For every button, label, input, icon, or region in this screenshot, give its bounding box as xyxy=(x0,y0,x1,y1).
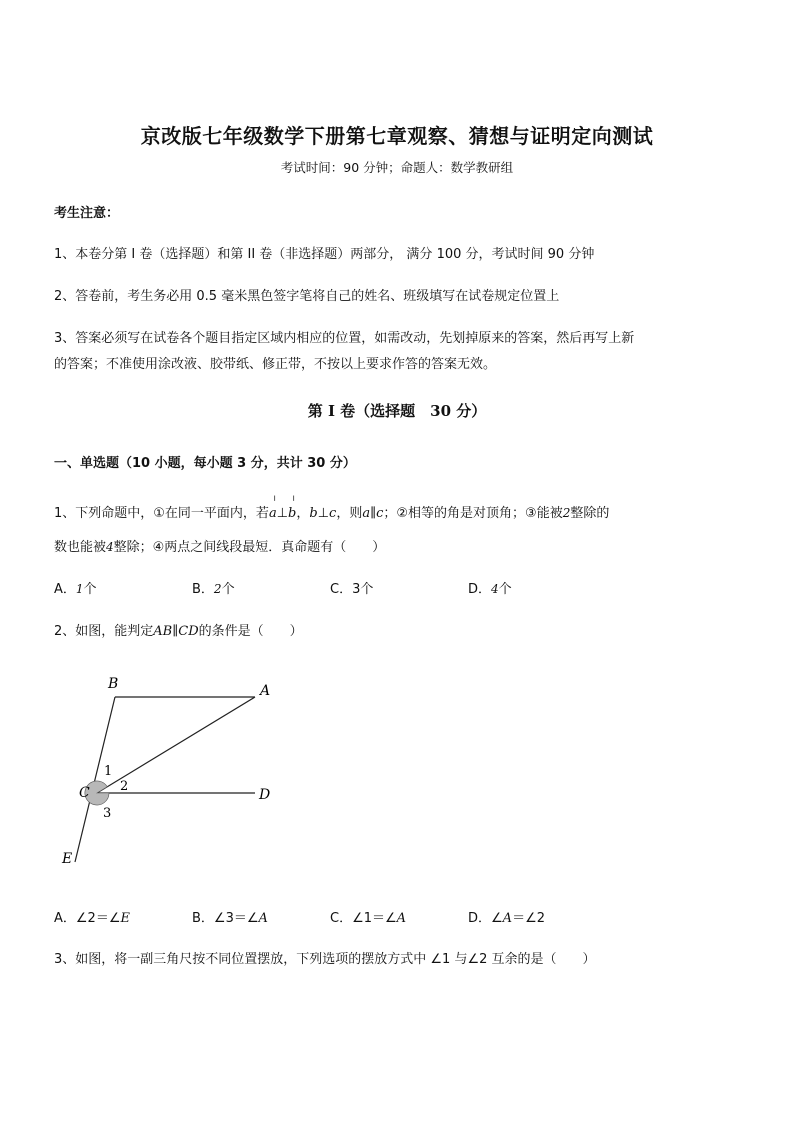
angle-label-1: 1 xyxy=(104,764,113,779)
q2-option-d[interactable]: D．∠A＝∠2 xyxy=(468,911,545,926)
q1-option-a[interactable]: A．1个 xyxy=(54,582,97,597)
line-be xyxy=(75,697,115,862)
label-c: C xyxy=(79,785,90,801)
label-a: A xyxy=(260,683,271,699)
part-heading: 一、单选题（10 小题，每小题 3 分，共计 30 分） xyxy=(54,456,356,471)
q1-option-d[interactable]: D．4个 xyxy=(468,582,512,597)
vector-b: ╵ b xyxy=(288,497,297,521)
q1-option-c[interactable]: C．3个 xyxy=(330,582,374,597)
exam-subtitle: 考试时间：90 分钟；命题人：数学教研组 xyxy=(280,160,514,175)
page-title: 京改版七年级数学下册第七章观察、猜想与证明定向测试 xyxy=(140,124,654,148)
question-3-stem: 3、如图，将一副三角尺按不同位置摆放，下列选项的摆放方式中 ∠1 与∠2 互余的是（ ） xyxy=(54,952,596,967)
vector-arrow-icon: ╵ xyxy=(271,497,278,507)
label-b: B xyxy=(108,676,119,692)
question-1-line-1: 1、下列命题中，①在同一平面内，若 ╵ a⊥ ╵ b，b⊥c，则a∥c；②相等的角是对顶角；③能被2整除的 xyxy=(54,497,610,521)
notice-heading: 考生注意： xyxy=(54,206,120,221)
notice-item-3-line-1: 3、答案必须写在试卷各个题目指定区域内相应的位置，如需改动，先划掉原来的答案，然后再写上新 xyxy=(54,331,635,346)
angle-label-3: 3 xyxy=(103,806,112,821)
label-d: D xyxy=(259,787,271,803)
section-title: 第 I 卷（选择题 30 分） xyxy=(307,402,487,420)
notice-item-3-line-2: 的答案；不准使用涂改液、胶带纸、修正带，不按以上要求作答的答案无效。 xyxy=(54,357,497,372)
notice-item-2: 2、答卷前，考生务必用 0.5 毫米黑色签字笔将自己的姓名、班级填写在试卷规定位置上 xyxy=(54,289,560,304)
question-2-stem: 2、如图，能判定AB∥CD的条件是（ ） xyxy=(54,624,303,639)
angle-label-2: 2 xyxy=(120,779,129,794)
vector-a: ╵ a xyxy=(268,497,278,521)
q1-option-b[interactable]: B．2个 xyxy=(192,582,235,597)
label-e: E xyxy=(62,851,73,867)
q2-option-c[interactable]: C．∠1＝∠A xyxy=(330,911,407,926)
vector-arrow-icon: ╵ xyxy=(291,497,297,507)
q2-option-b[interactable]: B．∠3＝∠A xyxy=(192,911,268,926)
q2-option-a[interactable]: A．∠2＝∠E xyxy=(54,911,130,926)
perp-symbol: ⊥ xyxy=(276,506,289,521)
question-1-line-2: 数也能被4整除；④两点之间线段最短．真命题有（ ） xyxy=(54,540,386,555)
notice-item-1: 1、本卷分第 I 卷（选择题）和第 II 卷（非选择题）两部分， 满分 100 分，考试时间 90 分钟 xyxy=(54,247,595,262)
geometry-figure xyxy=(50,665,290,880)
q1-text-a: 1、下列命题中，①在同一平面内，若 xyxy=(54,506,269,521)
